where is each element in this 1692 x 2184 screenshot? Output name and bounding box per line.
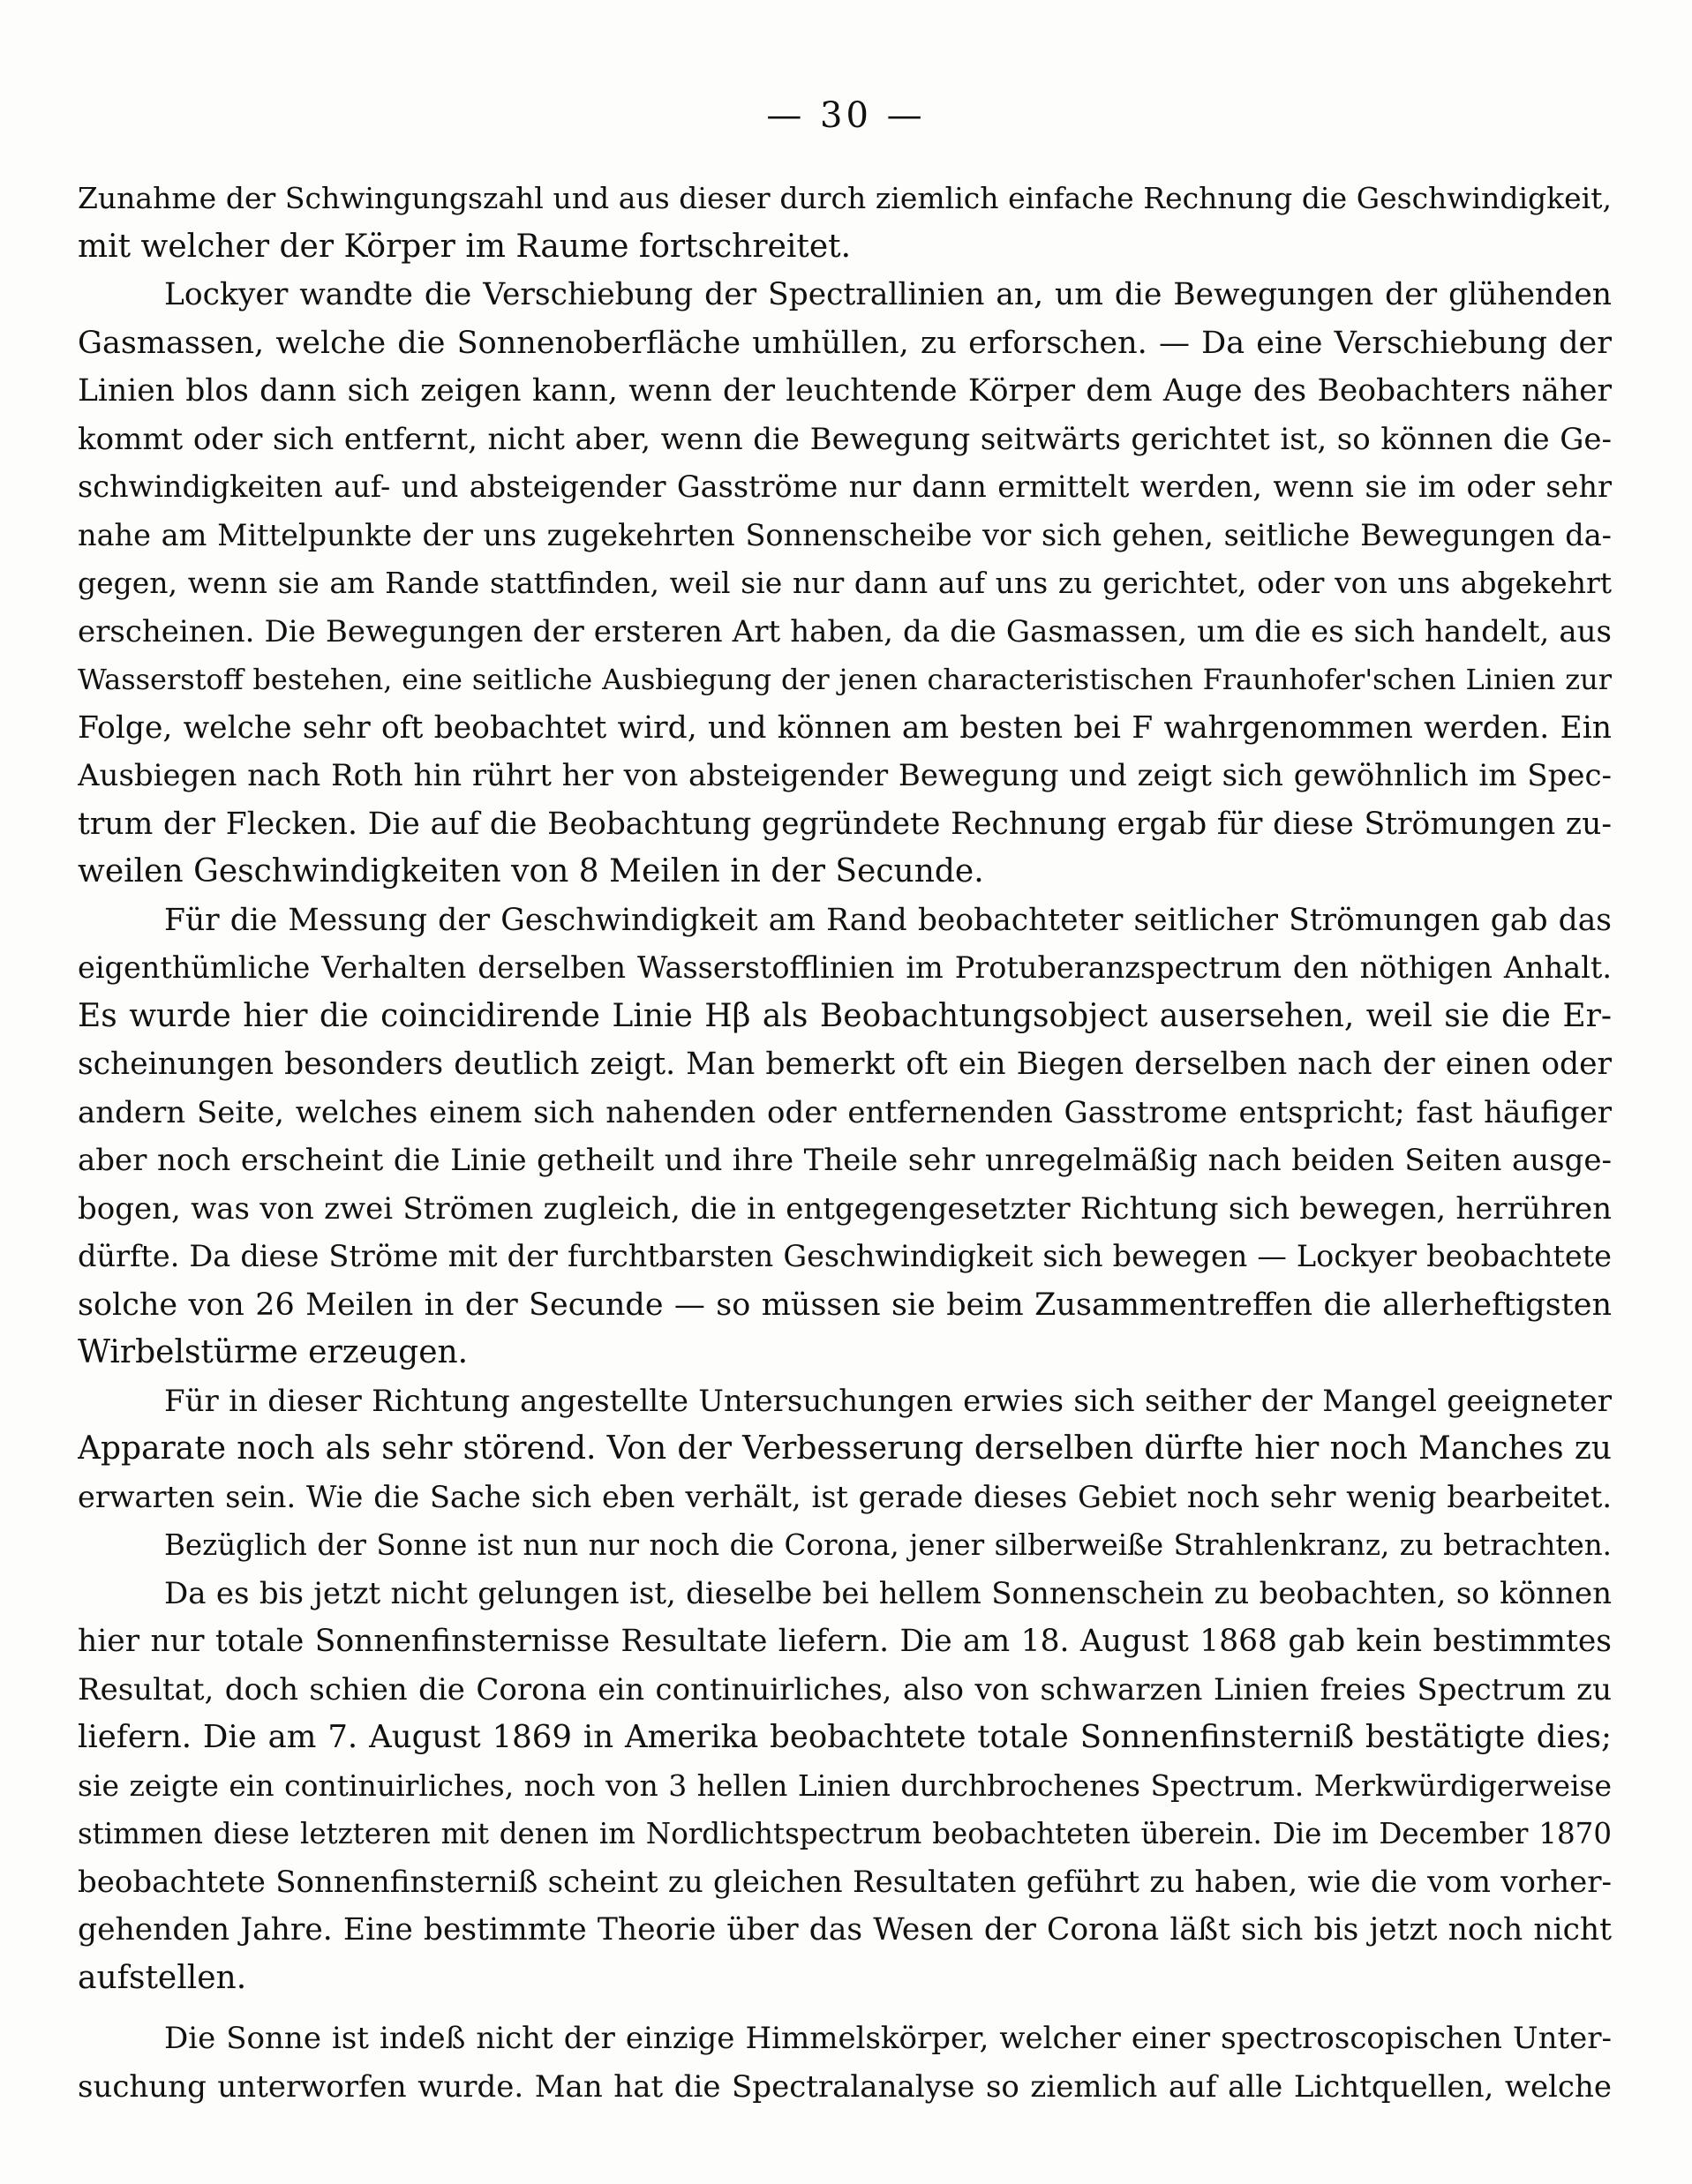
text-line: sie zeigte ein continuirliches, noch von 3 hellen Linien durchbrochenes Spectrum. Merkwürdigerweise (78, 1767, 1612, 1803)
text-line: Für die Messung der Geschwindigkeit am Rand beobachteter seitlicher Strömungen gab das (164, 902, 1612, 938)
text-line: schwindigkeiten auf- und absteigender Gasströme nur dann ermittelt werden, wenn sie im oder sehr (78, 469, 1612, 504)
body-text (78, 175, 1612, 2111)
text-line: solche von 26 Meilen in der Secunde — so müssen sie beim Zusammentreffen die allerheftigsten (78, 1287, 1612, 1323)
text-line: gegen, wenn sie am Rande stattfinden, weil sie nur dann auf uns zu gerichtet, oder von uns abgekehrt (78, 566, 1612, 600)
text-line: andern Seite, welches einem sich nahenden oder entfernenden Gasstrome entspricht; fast häufiger (78, 1094, 1612, 1130)
text-line: liefern. Die am 7. August 1869 in Amerika beobachtete totale Sonnenfinsterniß bestätigte dies; (78, 1719, 1612, 1755)
text-line: bogen, was von zwei Strömen zugleich, die in entgegengesetzter Richtung sich bewegen, herrühren (78, 1190, 1612, 1227)
text-line: Bezüglich der Sonne ist nun nur noch die Corona, jener silberweiße Strahlenkranz, zu betrachten. (164, 1528, 1612, 1562)
text-line: Ausbiegen nach Roth hin rührt her von absteigender Bewegung und zeigt sich gewöhnlich im Spec- (78, 758, 1612, 793)
text-line: Da es bis jetzt nicht gelungen ist, dieselbe bei hellem Sonnenschein zu beobachten, so können (164, 1575, 1612, 1611)
text-line: Lockyer wandte die Verschiebung der Spectrallinien an, um die Bewegungen der glühenden (164, 277, 1612, 312)
text-line: Apparate noch als sehr störend. Von der Verbesserung derselben dürfte hier noch Manches zu (78, 1430, 1612, 1467)
text-line: Wasserstoff bestehen, eine seitliche Ausbiegung der jenen characteristischen Fraunhofer'schen Linien zur (78, 663, 1612, 696)
text-line: trum der Flecken. Die auf die Beobachtung gegründete Rechnung ergab für diese Strömungen zu- (78, 806, 1612, 842)
text-line: mit welcher der Körper im Raume fortschreitet. (78, 228, 852, 265)
text-line: gehenden Jahre. Eine bestimmte Theorie über das Wesen der Corona läßt sich bis jetzt noch nicht (78, 1912, 1612, 1948)
text-line: scheinungen besonders deutlich zeigt. Man bemerkt oft ein Biegen derselben nach der einen oder (78, 1047, 1612, 1082)
page-number: — 30 — (766, 95, 926, 136)
text-line: eigenthümliche Verhalten derselben Wasserstofflinien im Protuberanzspectrum den nöthigen Anhalt. (78, 950, 1612, 985)
text-line: Es wurde hier die coincidirende Linie Hβ als Beobachtungsobject ausersehen, weil sie die Er- (78, 997, 1612, 1034)
text-line: Für in dieser Richtung angestellte Untersuchungen erwies sich seither der Mangel geeigneter (164, 1383, 1612, 1419)
text-line: erscheinen. Die Bewegungen der ersteren Art haben, da die Gasmassen, um die es sich handelt, aus (78, 613, 1612, 649)
text-line: weilen Geschwindigkeiten von 8 Meilen in der Secunde. (78, 853, 984, 889)
text-line: Linien blos dann sich zeigen kann, wenn der leuchtende Körper dem Auge des Beobachters näher (78, 373, 1612, 409)
text-line: Folge, welche sehr oft beobachtet wird, und können am besten bei F wahrgenommen werden. Ein (78, 709, 1612, 746)
text-line: kommt oder sich entfernt, nicht aber, wenn die Bewegung seitwärts gerichtet ist, so können die Ge- (78, 421, 1612, 457)
text-line: Die Sonne ist indeß nicht der einzige Himmelskörper, welcher einer spectroscopischen Unter- (164, 2021, 1612, 2056)
text-line: Wirbelstürme erzeugen. (78, 1334, 469, 1370)
text-line: erwarten sein. Wie die Sache sich eben verhält, ist gerade dieses Gebiet noch sehr wenig bearbeitet. (78, 1479, 1612, 1514)
text-line: Resultat, doch schien die Corona ein continuirliches, also von schwarzen Linien freies Spectrum zu (78, 1671, 1612, 1707)
text-line: nahe am Mittelpunkte der uns zugekehrten Sonnenscheibe vor sich gehen, seitliche Bewegungen da- (78, 517, 1612, 552)
text-line: Zunahme der Schwingungszahl und aus dieser durch ziemlich einfache Rechnung die Geschwindigkeit, (78, 181, 1612, 215)
text-line: aber noch erscheint die Linie getheilt und ihre Theile sehr unregelmäßig nach beiden Seiten ausge- (78, 1143, 1612, 1178)
text-line: stimmen diese letzteren mit denen im Nordlichtspectrum beobachteten überein. Die im December 1870 (78, 1817, 1612, 1850)
text-line: aufstellen. (78, 1959, 247, 1996)
text-line: Gasmassen, welche die Sonnenoberfläche umhüllen, zu erforschen. — Da eine Verschiebung der (78, 325, 1612, 361)
text-line: dürfte. Da diese Ströme mit der furchtbarsten Geschwindigkeit sich bewegen — Lockyer beobachtete (78, 1239, 1612, 1273)
text-line: suchung unterworfen wurde. Man hat die Spectralanalyse so ziemlich auf alle Lichtquellen, welche (78, 2068, 1612, 2105)
text-line: hier nur totale Sonnenfinsternisse Resultate liefern. Die am 18. August 1868 gab kein bestimmtes (78, 1624, 1612, 1659)
text-line: beobachtete Sonnenfinsterniß scheint zu gleichen Resultaten geführt zu haben, wie die vom vorher- (78, 1864, 1612, 1900)
